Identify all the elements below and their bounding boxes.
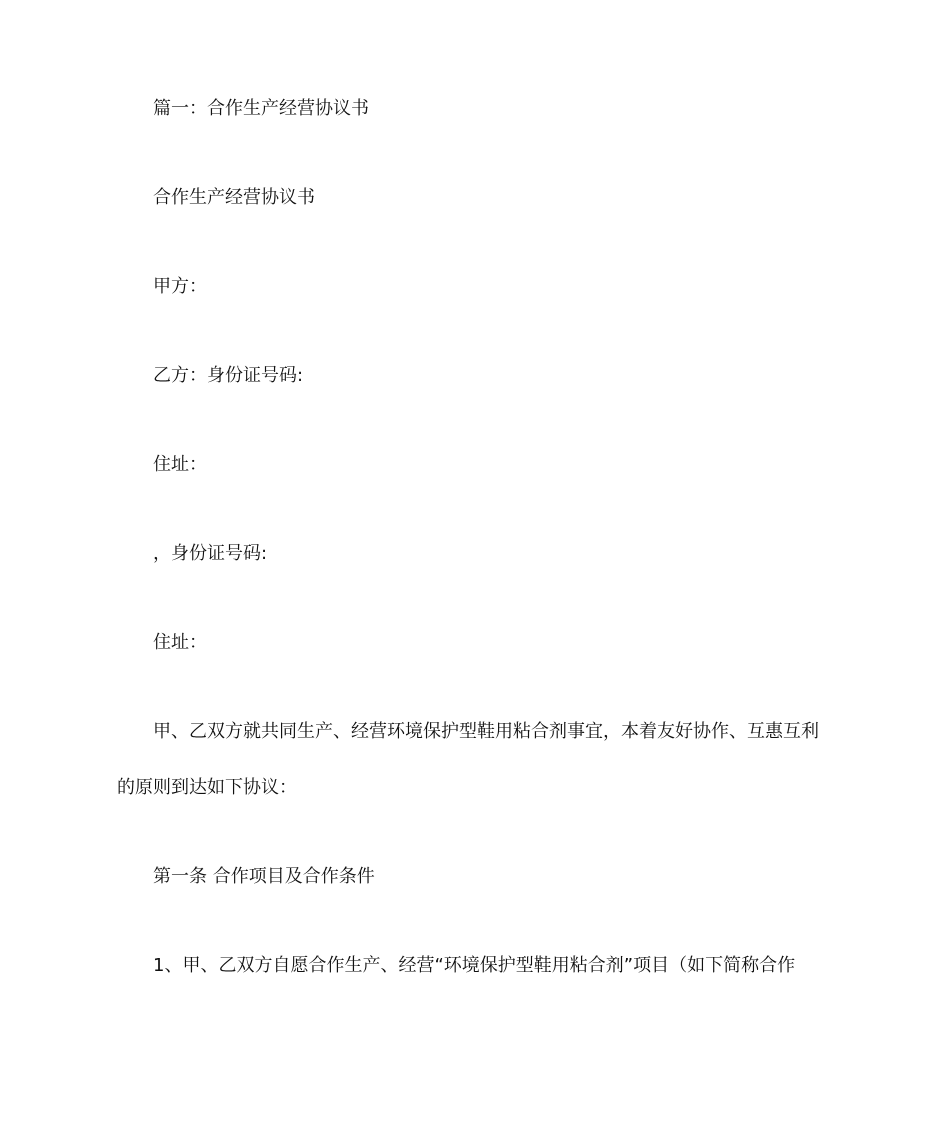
second-address-label: 住址： (153, 632, 207, 653)
clause-1-line-1: 1、甲、乙双方自愿合作生产、经营“环境保护型鞋用粘合剂”项目（如下简称合作 (153, 955, 796, 976)
party-a-label: 甲方： (153, 276, 207, 297)
intro-paragraph-line-1: 甲、乙双方就共同生产、经营环境保护型鞋用粘合剂事宜，本着友好协作、互惠互利 (153, 721, 819, 742)
party-b-address-label: 住址： (153, 454, 207, 475)
second-id-label: ，身份证号码: (153, 543, 268, 564)
document-title: 合作生产经营协议书 (153, 187, 315, 208)
intro-paragraph-line-2: 的原则到达如下协议： (117, 777, 297, 798)
article-one-heading: 第一条 合作项目及合作条件 (153, 866, 375, 887)
section-heading: 篇一：合作生产经营协议书 (153, 98, 369, 119)
party-b-id-label: 乙方：身份证号码: (153, 365, 304, 386)
